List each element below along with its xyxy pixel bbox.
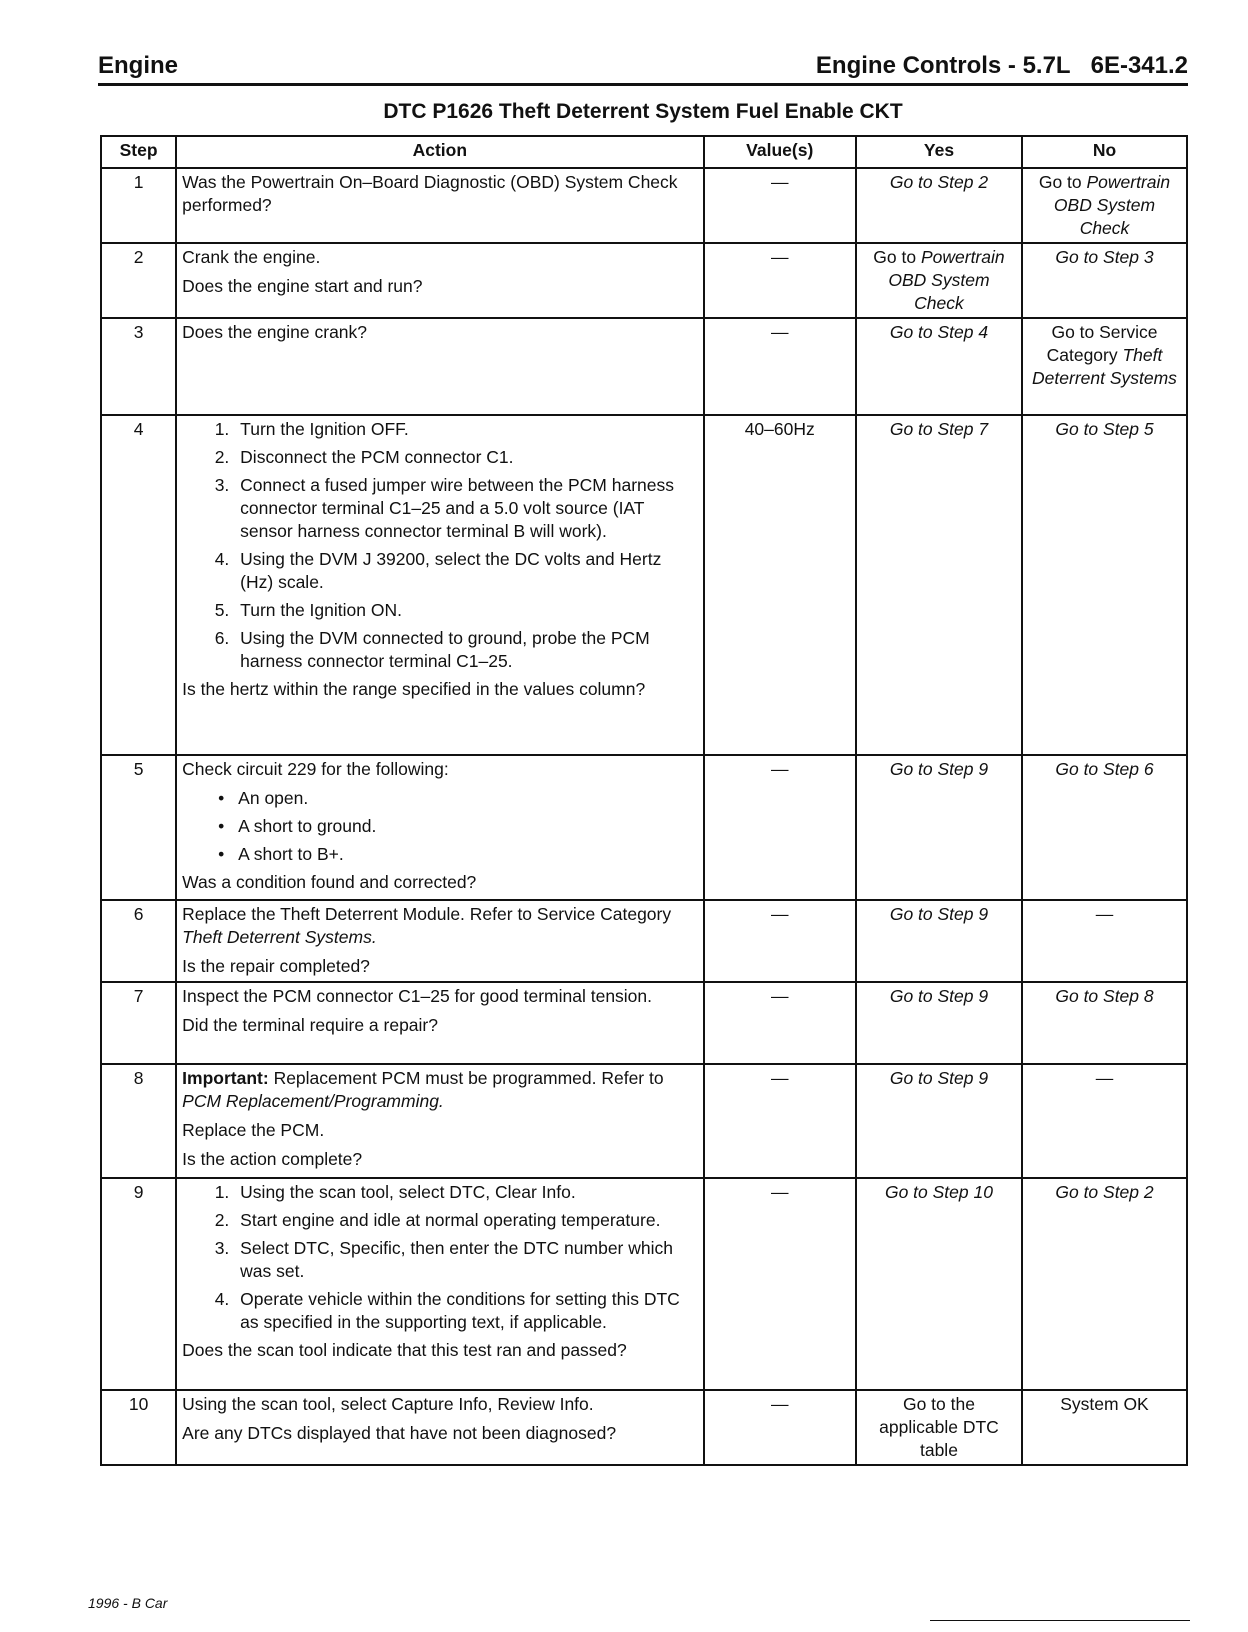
action-text <box>182 903 697 949</box>
manual-section: Engine Controls - 5.7L <box>815 52 1071 79</box>
header-values: Value(s) <box>704 136 856 168</box>
step-number: 3 <box>101 318 176 415</box>
yes-cell: Go to Step 9 <box>856 755 1022 900</box>
list-item: 6. Using the DVM connected to ground, probe the PCM harness connector terminal C1–25. <box>234 627 697 673</box>
list-item: 1. Using the scan tool, select DTC, Clear Info. <box>234 1181 697 1204</box>
action-question: Does the engine start and run? <box>182 276 423 296</box>
action-cell <box>176 982 703 1064</box>
table-row-step-5 <box>101 755 1187 900</box>
value-cell: — <box>704 1178 856 1390</box>
action-cell <box>176 1178 703 1390</box>
important-label: Important: <box>182 1068 269 1088</box>
note-text: Replacement PCM must be programmed. Refer to <box>268 1068 664 1088</box>
table-row-step-2 <box>101 243 1187 318</box>
action-question: Are any DTCs displayed that have not been diagnosed? <box>182 1423 617 1443</box>
value-cell: — <box>704 318 856 415</box>
no-cell: — <box>1022 1064 1187 1178</box>
value-cell: — <box>704 243 856 318</box>
action-cell <box>176 755 703 900</box>
value-cell: — <box>704 1390 856 1465</box>
no-link: Powertrain OBD System Check <box>1053 172 1171 238</box>
no-cell <box>1022 318 1187 415</box>
step-number: 1 <box>101 168 176 243</box>
section-name: Engine <box>98 52 179 79</box>
no-cell: Go to Step 3 <box>1022 243 1187 318</box>
value-cell: — <box>704 1064 856 1178</box>
table-row-step-9 <box>101 1178 1187 1390</box>
action-text: Check circuit 229 for the following: <box>182 759 449 779</box>
procedure-list <box>182 1181 697 1334</box>
no-text: Go to <box>1038 172 1087 192</box>
page-number: 6E-341.2 <box>1090 52 1188 79</box>
table-row-step-4 <box>101 415 1187 755</box>
list-item: 3. Connect a fused jumper wire between the PCM harness connector terminal C1–25 and a 5.0 volt source (IAT sensor harness connector terminal B will work). <box>234 474 697 543</box>
yes-cell: Go to Step 7 <box>856 415 1022 755</box>
action-cell: Was the Powertrain On–Board Diagnostic (OBD) System Check performed? <box>176 168 703 243</box>
yes-cell: Go to Step 9 <box>856 982 1022 1064</box>
action-cell <box>176 1390 703 1465</box>
value-cell: 40–60Hz <box>704 415 856 755</box>
action-text: Inspect the PCM connector C1–25 for good terminal tension. <box>182 986 653 1006</box>
step-number: 8 <box>101 1064 176 1178</box>
no-cell: — <box>1022 900 1187 982</box>
action-text: Crank the engine. <box>182 247 321 267</box>
action-cell <box>176 415 703 755</box>
note-reference: PCM Replacement/Programming. <box>182 1091 444 1111</box>
action-cell: Does the engine crank? <box>176 318 703 415</box>
section-title <box>816 52 1188 80</box>
action-question: Is the action complete? <box>182 1149 363 1169</box>
table-header-row <box>101 136 1187 168</box>
action-question: Did the terminal require a repair? <box>182 1015 438 1035</box>
no-cell: Go to Step 6 <box>1022 755 1187 900</box>
no-cell <box>1022 168 1187 243</box>
header-no: No <box>1022 136 1187 168</box>
action-question: Does the scan tool indicate that this test ran and passed? <box>182 1340 627 1360</box>
action-reference: Theft Deterrent Systems. <box>182 927 377 947</box>
condition-list <box>182 787 697 866</box>
no-cell: Go to Step 5 <box>1022 415 1187 755</box>
table-row-step-7 <box>101 982 1187 1064</box>
step-number: 9 <box>101 1178 176 1390</box>
action-text: Replace the PCM. <box>182 1120 325 1140</box>
yes-cell: Go to Step 10 <box>856 1178 1022 1390</box>
value-cell: — <box>704 900 856 982</box>
yes-link: Powertrain OBD System Check <box>888 247 1005 313</box>
action-question: Was a condition found and corrected? <box>182 872 477 892</box>
action-question: Is the repair completed? <box>182 956 370 976</box>
action-instruction: Replace the Theft Deterrent Module. Refer to Service Category <box>182 904 672 924</box>
yes-cell: Go to the applicable DTC table <box>856 1390 1022 1465</box>
important-note <box>182 1067 697 1113</box>
list-item: 5. Turn the Ignition ON. <box>234 599 697 622</box>
table-row-step-1 <box>101 168 1187 243</box>
no-cell: Go to Step 8 <box>1022 982 1187 1064</box>
yes-cell <box>856 243 1022 318</box>
step-number: 10 <box>101 1390 176 1465</box>
yes-cell: Go to Step 4 <box>856 318 1022 415</box>
header-yes: Yes <box>856 136 1022 168</box>
value-cell: — <box>704 168 856 243</box>
step-number: 5 <box>101 755 176 900</box>
list-item: 4. Using the DVM J 39200, select the DC volts and Hertz (Hz) scale. <box>234 548 697 594</box>
list-item: 2. Disconnect the PCM connector C1. <box>234 446 697 469</box>
step-number: 2 <box>101 243 176 318</box>
yes-cell: Go to Step 9 <box>856 1064 1022 1178</box>
diagnostic-table <box>100 135 1188 1466</box>
yes-cell: Go to Step 9 <box>856 900 1022 982</box>
footer-rule <box>930 1620 1190 1621</box>
no-link: Theft Deterrent Systems <box>1032 345 1177 388</box>
page-header <box>98 52 1188 86</box>
table-row-step-6 <box>101 900 1187 982</box>
table-row-step-8 <box>101 1064 1187 1178</box>
header-action: Action <box>176 136 703 168</box>
table-row-step-10 <box>101 1390 1187 1465</box>
table-title: DTC P1626 Theft Deterrent System Fuel Enable CKT <box>383 100 903 123</box>
action-text: Using the scan tool, select Capture Info, Review Info. <box>182 1394 594 1414</box>
header-step: Step <box>101 136 176 168</box>
action-cell <box>176 900 703 982</box>
list-item: 4. Operate vehicle within the conditions for setting this DTC as specified in the supporting text, if applicable. <box>234 1288 697 1334</box>
list-item: • A short to B+. <box>238 843 697 866</box>
list-item: 1. Turn the Ignition OFF. <box>234 418 697 441</box>
step-number: 6 <box>101 900 176 982</box>
header-rule <box>98 83 1188 86</box>
value-cell: — <box>704 755 856 900</box>
list-item: 2. Start engine and idle at normal operating temperature. <box>234 1209 697 1232</box>
action-cell <box>176 1064 703 1178</box>
action-question: Is the hertz within the range specified in the values column? <box>182 679 646 699</box>
value-cell: — <box>704 982 856 1064</box>
list-item: • A short to ground. <box>238 815 697 838</box>
yes-cell: Go to Step 2 <box>856 168 1022 243</box>
list-item: 3. Select DTC, Specific, then enter the DTC number which was set. <box>234 1237 697 1283</box>
page-footer: 1996 - B Car <box>88 1595 168 1611</box>
procedure-list <box>182 418 697 673</box>
step-number: 7 <box>101 982 176 1064</box>
action-cell <box>176 243 703 318</box>
step-number: 4 <box>101 415 176 755</box>
no-cell: Go to Step 2 <box>1022 1178 1187 1390</box>
no-text: Go to Service Category <box>1046 322 1158 365</box>
yes-text: Go to <box>873 247 921 267</box>
list-item: • An open. <box>238 787 697 810</box>
no-cell: System OK <box>1022 1390 1187 1465</box>
table-row-step-3 <box>101 318 1187 415</box>
